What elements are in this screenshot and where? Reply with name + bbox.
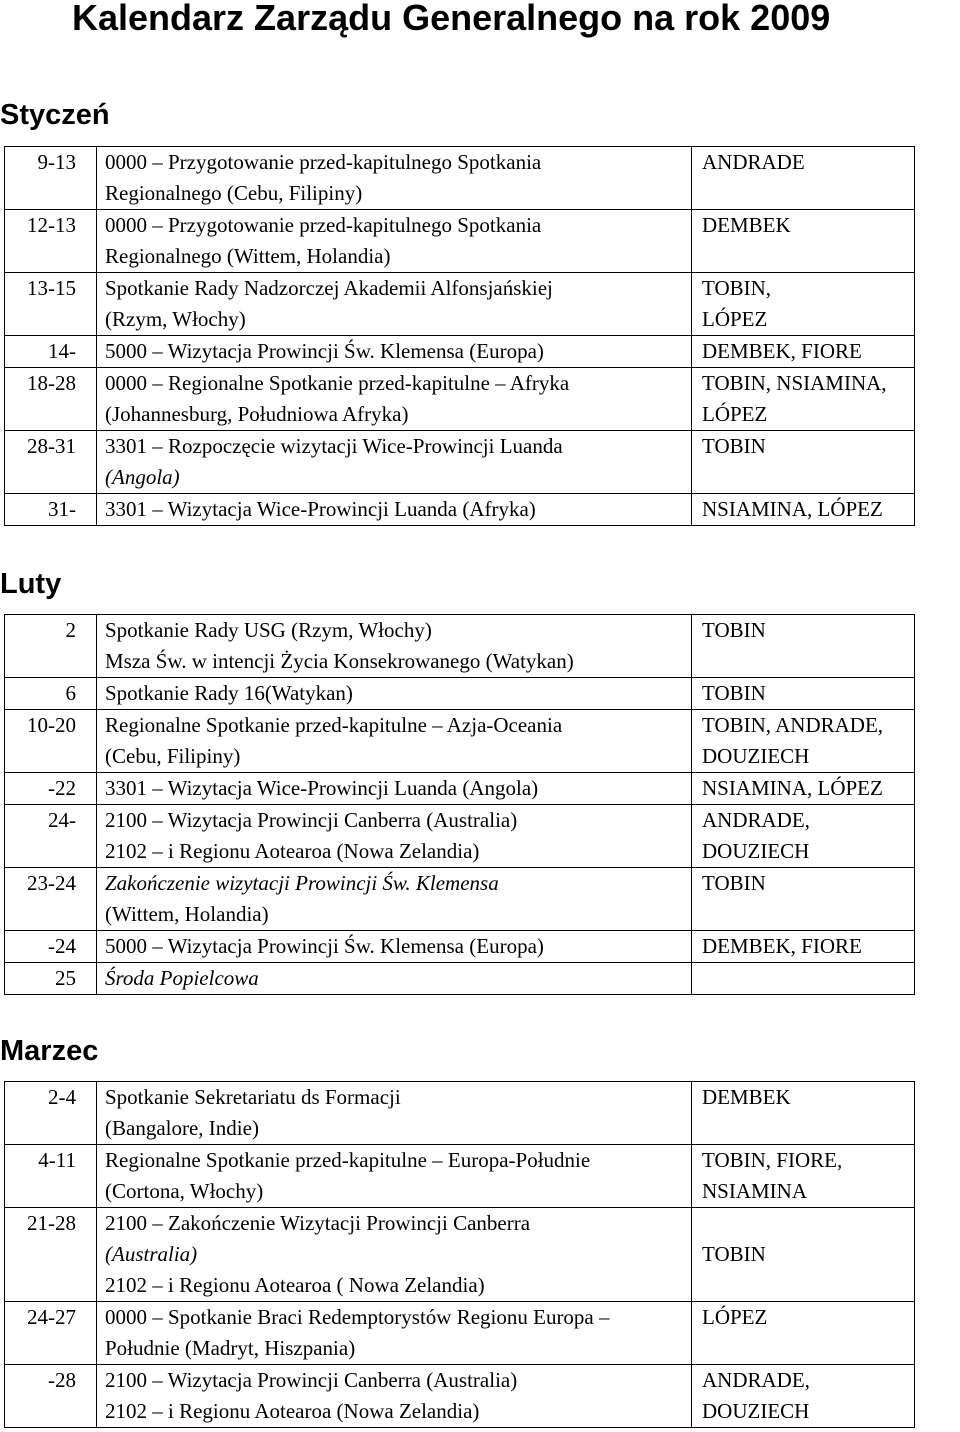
event-date: 18-28 [5, 368, 97, 431]
event-description: 2100 – Wizytacja Prowincji Canberra (Australia) 2102 – i Regionu Aotearoa (Nowa Zelandia) [97, 1365, 692, 1428]
month-heading-january: Styczeń [0, 99, 110, 131]
table-row [5, 615, 915, 678]
january-table [4, 146, 915, 526]
event-date: 2 [5, 615, 97, 678]
table-row [5, 931, 915, 963]
event-description: 3301 – Wizytacja Wice-Prowincji Luanda (Angola) [97, 773, 692, 805]
event-participants: TOBIN, NSIAMINA, LÓPEZ [692, 368, 915, 431]
event-participants: DEMBEK, FIORE [692, 336, 915, 368]
event-description: 3301 – Wizytacja Wice-Prowincji Luanda (Afryka) [97, 494, 692, 526]
table-row [5, 147, 915, 210]
table-row [5, 494, 915, 526]
table-row [5, 963, 915, 995]
event-description: Regionalne Spotkanie przed-kapitulne – Europa-Południe (Cortona, Włochy) [97, 1145, 692, 1208]
event-participants: DEMBEK [692, 210, 915, 273]
event-participants: NSIAMINA, LÓPEZ [692, 494, 915, 526]
event-date: 23-24 [5, 868, 97, 931]
event-participants: DEMBEK [692, 1082, 915, 1145]
table-row [5, 1145, 915, 1208]
event-participants [692, 963, 915, 995]
table-row [5, 773, 915, 805]
event-date: 2-4 [5, 1082, 97, 1145]
event-description: 2100 – Wizytacja Prowincji Canberra (Australia) 2102 – i Regionu Aotearoa (Nowa Zelandia) [97, 805, 692, 868]
event-description: Spotkanie Rady Nadzorczej Akademii Alfonsjańskiej (Rzym, Włochy) [97, 273, 692, 336]
month-heading-march: Marzec [0, 1035, 99, 1067]
event-date: 24-27 [5, 1302, 97, 1365]
event-description: 2100 – Zakończenie Wizytacji Prowincji Canberra (Australia) 2102 – i Regionu Aotearoa ( Nowa Zelandia) [97, 1208, 692, 1302]
event-date: 6 [5, 678, 97, 710]
table-row [5, 1082, 915, 1145]
event-date: 14- [5, 336, 97, 368]
event-participants: TOBIN [692, 678, 915, 710]
event-participants: TOBIN, FIORE, NSIAMINA [692, 1145, 915, 1208]
event-description: 3301 – Rozpoczęcie wizytacji Wice-Prowincji Luanda (Angola) [97, 431, 692, 494]
event-description: Regionalne Spotkanie przed-kapitulne – Azja-Oceania (Cebu, Filipiny) [97, 710, 692, 773]
event-description: Spotkanie Rady USG (Rzym, Włochy) Msza Św. w intencji Życia Konsekrowanego (Watykan) [97, 615, 692, 678]
event-description: 0000 – Przygotowanie przed-kapitulnego Spotkania Regionalnego (Cebu, Filipiny) [97, 147, 692, 210]
table-row [5, 368, 915, 431]
event-date: 4-11 [5, 1145, 97, 1208]
event-description: Spotkanie Sekretariatu ds Formacji (Bangalore, Indie) [97, 1082, 692, 1145]
event-description: Środa Popielcowa [97, 963, 692, 995]
event-description: Spotkanie Rady 16(Watykan) [97, 678, 692, 710]
table-row [5, 1302, 915, 1365]
event-description: 5000 – Wizytacja Prowincji Św. Klemensa (Europa) [97, 931, 692, 963]
event-participants: NSIAMINA, LÓPEZ [692, 773, 915, 805]
march-table [4, 1081, 915, 1428]
event-date: 21-28 [5, 1208, 97, 1302]
page-title: Kalendarz Zarządu Generalnego na rok 2009 [72, 0, 831, 38]
event-date: 12-13 [5, 210, 97, 273]
event-participants: ANDRADE [692, 147, 915, 210]
table-row [5, 210, 915, 273]
month-heading-february: Luty [0, 568, 62, 600]
event-participants: DEMBEK, FIORE [692, 931, 915, 963]
event-participants: TOBIN [692, 1208, 915, 1302]
event-participants: TOBIN, ANDRADE, DOUZIECH [692, 710, 915, 773]
table-row [5, 431, 915, 494]
table-row [5, 805, 915, 868]
event-description: 5000 – Wizytacja Prowincji Św. Klemensa (Europa) [97, 336, 692, 368]
event-date: 10-20 [5, 710, 97, 773]
event-participants: TOBIN [692, 615, 915, 678]
table-row [5, 868, 915, 931]
table-row [5, 678, 915, 710]
event-date: 9-13 [5, 147, 97, 210]
table-row [5, 1208, 915, 1302]
event-participants: ANDRADE, DOUZIECH [692, 805, 915, 868]
event-participants: ANDRADE, DOUZIECH [692, 1365, 915, 1428]
event-date: -22 [5, 773, 97, 805]
event-participants: TOBIN [692, 431, 915, 494]
table-row [5, 273, 915, 336]
event-description: 0000 – Spotkanie Braci Redemptorystów Regionu Europa – Południe (Madryt, Hiszpania) [97, 1302, 692, 1365]
event-date: -28 [5, 1365, 97, 1428]
event-date: 13-15 [5, 273, 97, 336]
event-participants: TOBIN [692, 868, 915, 931]
event-date: 31- [5, 494, 97, 526]
event-description: 0000 – Regionalne Spotkanie przed-kapitulne – Afryka (Johannesburg, Południowa Afryka) [97, 368, 692, 431]
february-table [4, 614, 915, 995]
event-description: Zakończenie wizytacji Prowincji Św. Klemensa (Wittem, Holandia) [97, 868, 692, 931]
event-participants: TOBIN, LÓPEZ [692, 273, 915, 336]
event-date: 28-31 [5, 431, 97, 494]
table-row [5, 710, 915, 773]
table-row [5, 336, 915, 368]
event-description: 0000 – Przygotowanie przed-kapitulnego Spotkania Regionalnego (Wittem, Holandia) [97, 210, 692, 273]
event-date: -24 [5, 931, 97, 963]
table-row [5, 1365, 915, 1428]
event-date: 25 [5, 963, 97, 995]
event-date: 24- [5, 805, 97, 868]
event-participants: LÓPEZ [692, 1302, 915, 1365]
